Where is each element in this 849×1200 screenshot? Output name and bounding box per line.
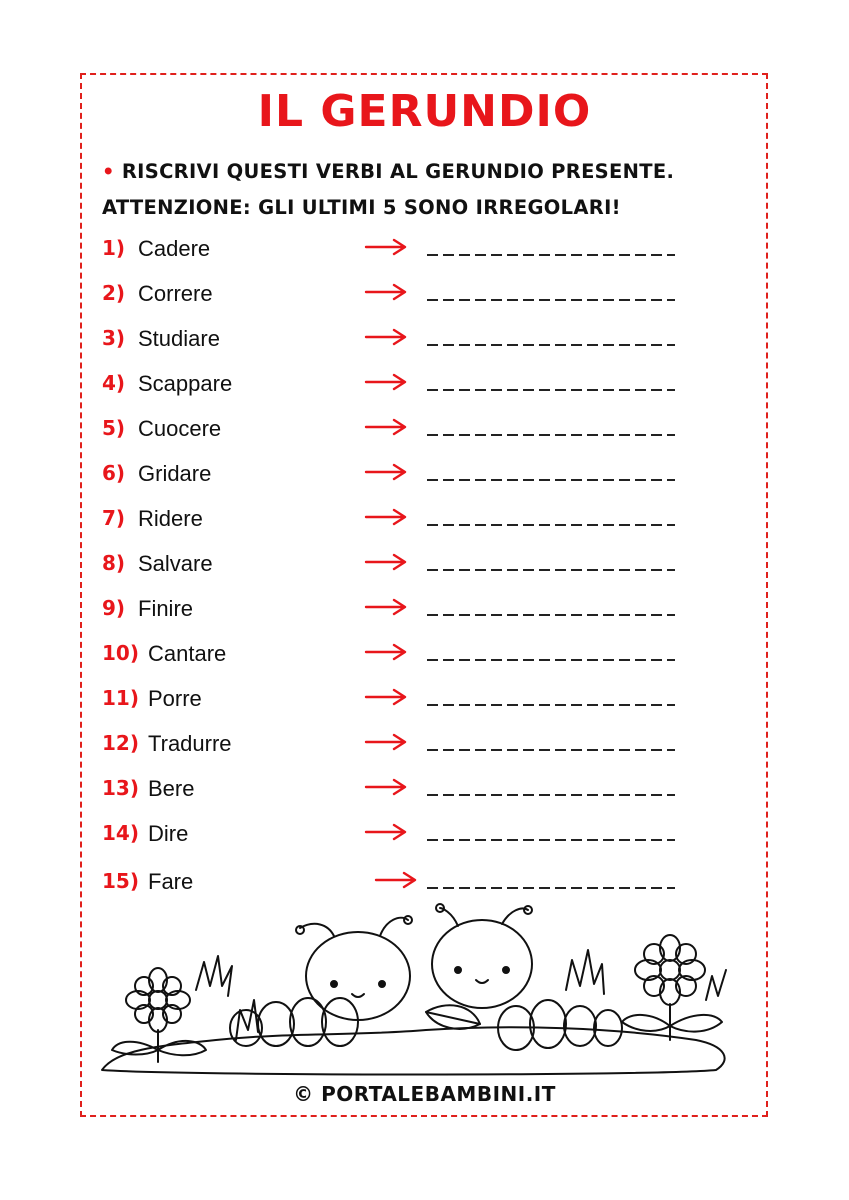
item-number: 3) bbox=[102, 326, 126, 350]
verb-label: Bere bbox=[148, 776, 195, 801]
item-number: 12) bbox=[102, 731, 139, 755]
flower-center bbox=[149, 991, 167, 1009]
instruction-text-1: RISCRIVI QUESTI VERBI AL GERUNDIO PRESENTE. bbox=[121, 160, 675, 183]
exercise-row bbox=[102, 817, 702, 862]
verb-label: Finire bbox=[138, 596, 194, 621]
answer-line[interactable] bbox=[427, 344, 675, 346]
right-arrow-icon bbox=[364, 418, 408, 436]
caterpillars-illustration bbox=[96, 900, 736, 1080]
exercise-row bbox=[102, 592, 702, 637]
verb-label: Cuocere bbox=[138, 416, 222, 441]
verb-label: Studiare bbox=[138, 326, 220, 351]
right-arrow-icon bbox=[364, 463, 408, 481]
answer-line[interactable] bbox=[427, 524, 675, 526]
verb-label: Correre bbox=[138, 281, 213, 306]
exercise-row bbox=[102, 547, 702, 592]
right-arrow-icon bbox=[364, 508, 408, 526]
verb-label: Fare bbox=[148, 869, 194, 894]
item-number: 10) bbox=[102, 641, 139, 665]
right-arrow-icon bbox=[364, 688, 408, 706]
item-number: 8) bbox=[102, 551, 126, 575]
right-arrow-icon bbox=[374, 871, 418, 889]
answer-line[interactable] bbox=[427, 794, 675, 796]
exercise-row bbox=[102, 232, 702, 277]
right-arrow-icon bbox=[364, 238, 408, 256]
item-number: 14) bbox=[102, 821, 139, 845]
verb-label: Cantare bbox=[148, 641, 227, 666]
exercise-row bbox=[102, 772, 702, 817]
right-arrow-icon bbox=[364, 778, 408, 796]
instruction-line-1 bbox=[102, 160, 674, 183]
answer-line[interactable] bbox=[427, 479, 675, 481]
answer-line[interactable] bbox=[427, 839, 675, 841]
verb-label: Gridare bbox=[138, 461, 212, 486]
exercise-list bbox=[102, 232, 702, 910]
answer-line[interactable] bbox=[427, 389, 675, 391]
item-number: 6) bbox=[102, 461, 126, 485]
instruction-line-2: ATTENZIONE: GLI ULTIMI 5 SONO IRREGOLARI! bbox=[102, 196, 621, 219]
verb-label: Scappare bbox=[138, 371, 233, 396]
item-number: 2) bbox=[102, 281, 126, 305]
right-arrow-icon bbox=[364, 283, 408, 301]
exercise-row bbox=[102, 682, 702, 727]
verb-label: Tradurre bbox=[148, 731, 232, 756]
exercise-row bbox=[102, 322, 702, 367]
exercise-row bbox=[102, 367, 702, 412]
answer-line[interactable] bbox=[427, 749, 675, 751]
verb-label: Dire bbox=[148, 821, 189, 846]
copyright-footer: © PORTALEBAMBINI.IT bbox=[293, 1082, 556, 1106]
item-number: 9) bbox=[102, 596, 126, 620]
exercise-row bbox=[102, 457, 702, 502]
right-arrow-icon bbox=[364, 373, 408, 391]
right-arrow-icon bbox=[364, 823, 408, 841]
verb-label: Ridere bbox=[138, 506, 203, 531]
exercise-row bbox=[102, 412, 702, 457]
exercise-row bbox=[102, 502, 702, 547]
item-number: 7) bbox=[102, 506, 126, 530]
answer-line[interactable] bbox=[427, 434, 675, 436]
verb-label: Cadere bbox=[138, 236, 211, 261]
right-arrow-icon bbox=[364, 733, 408, 751]
bullet: • bbox=[102, 160, 115, 183]
exercise-row bbox=[102, 277, 702, 322]
right-arrow-icon bbox=[364, 553, 408, 571]
answer-line[interactable] bbox=[427, 299, 675, 301]
answer-line[interactable] bbox=[427, 704, 675, 706]
item-number: 11) bbox=[102, 686, 139, 710]
right-arrow-icon bbox=[364, 643, 408, 661]
page-title: IL GERUNDIO bbox=[257, 86, 592, 137]
verb-label: Porre bbox=[148, 686, 202, 711]
verb-label: Salvare bbox=[138, 551, 213, 576]
item-number: 1) bbox=[102, 236, 126, 260]
right-arrow-icon bbox=[364, 328, 408, 346]
item-number: 15) bbox=[102, 869, 139, 893]
answer-line[interactable] bbox=[427, 569, 675, 571]
answer-line[interactable] bbox=[427, 887, 675, 889]
answer-line[interactable] bbox=[427, 659, 675, 661]
right-arrow-icon bbox=[364, 598, 408, 616]
answer-line[interactable] bbox=[427, 614, 675, 616]
ground-shape bbox=[102, 1027, 725, 1074]
item-number: 4) bbox=[102, 371, 126, 395]
exercise-row bbox=[102, 727, 702, 772]
item-number: 5) bbox=[102, 416, 126, 440]
answer-line[interactable] bbox=[427, 254, 675, 256]
exercise-row bbox=[102, 637, 702, 682]
item-number: 13) bbox=[102, 776, 139, 800]
